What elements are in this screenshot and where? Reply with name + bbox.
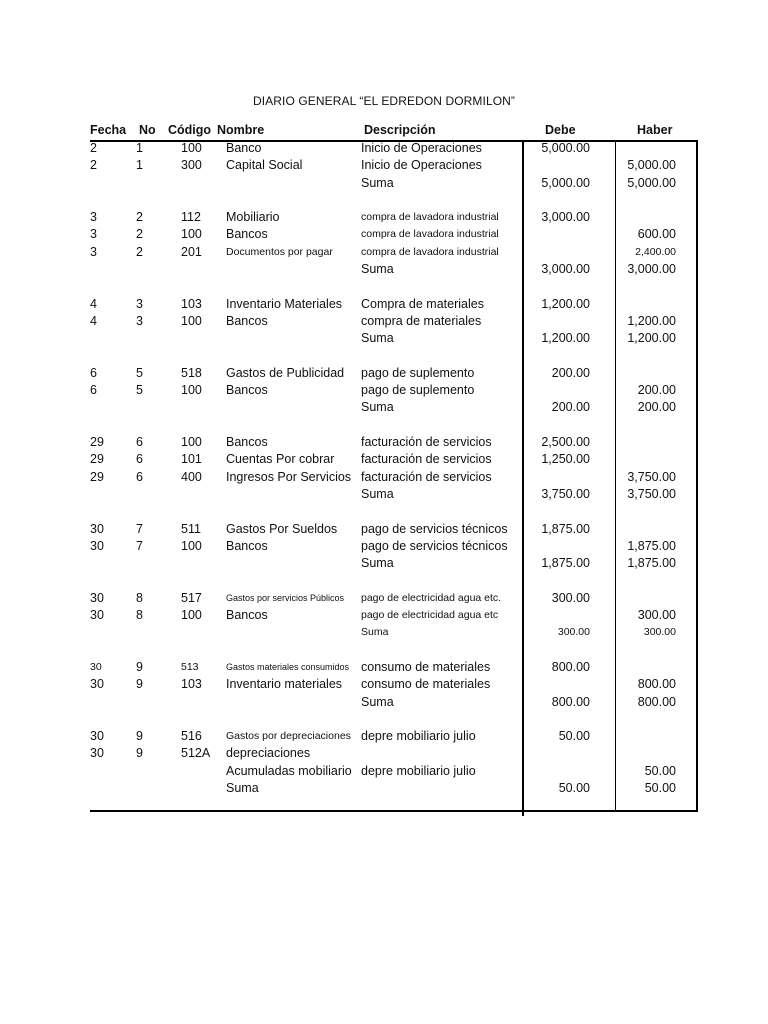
haber-cell: 600.00 bbox=[637, 227, 676, 242]
fecha-cell: 30 bbox=[90, 660, 102, 673]
no-cell: 7 bbox=[136, 538, 143, 553]
fecha-cell: 4 bbox=[90, 296, 97, 311]
codigo-cell: 300 bbox=[181, 158, 202, 173]
no-cell: 6 bbox=[136, 452, 143, 467]
descripcion-cell: compra de lavadora industrial bbox=[361, 211, 499, 224]
descripcion-cell: consumo de materiales bbox=[361, 677, 491, 692]
no-cell: 3 bbox=[136, 313, 143, 328]
journal-row bbox=[0, 226, 768, 243]
haber-cell: 1,200.00 bbox=[627, 331, 676, 346]
haber-cell: 800.00 bbox=[637, 694, 676, 709]
nombre-cell: Bancos bbox=[226, 313, 268, 328]
no-cell: 6 bbox=[136, 469, 143, 484]
journal-row bbox=[0, 521, 768, 538]
no-cell: 8 bbox=[136, 608, 143, 623]
nombre-cell: Gastos materiales consumidos bbox=[226, 661, 350, 672]
journal-row bbox=[0, 486, 768, 503]
fecha-cell: 2 bbox=[90, 141, 97, 155]
fecha-cell: 30 bbox=[90, 729, 104, 744]
descripcion-cell: facturación de servicios bbox=[361, 452, 492, 467]
journal-row bbox=[0, 763, 768, 780]
codigo-cell: 517 bbox=[181, 590, 202, 605]
descripcion-cell: Suma bbox=[361, 694, 394, 709]
haber-cell: 3,750.00 bbox=[627, 469, 676, 484]
journal-row bbox=[0, 209, 768, 226]
header-debe: Debe bbox=[545, 123, 576, 137]
haber-cell: 1,875.00 bbox=[627, 538, 676, 553]
nombre-cell: Banco bbox=[226, 141, 262, 155]
header-haber: Haber bbox=[637, 123, 673, 137]
debe-cell: 3,000.00 bbox=[541, 262, 590, 277]
journal-row bbox=[0, 728, 768, 745]
journal-row bbox=[0, 469, 768, 486]
codigo-cell: 100 bbox=[181, 227, 202, 242]
debe-cell: 1,200.00 bbox=[541, 296, 590, 311]
fecha-cell: 4 bbox=[90, 313, 97, 328]
no-cell: 1 bbox=[136, 158, 143, 173]
debe-cell: 3,750.00 bbox=[541, 486, 590, 501]
haber-cell: 800.00 bbox=[637, 677, 676, 692]
fecha-cell: 29 bbox=[90, 452, 104, 467]
descripcion-cell: Suma bbox=[361, 175, 394, 190]
journal-row bbox=[0, 780, 768, 797]
debe-cell: 5,000.00 bbox=[541, 141, 590, 155]
descripcion-cell: facturación de servicios bbox=[361, 469, 492, 484]
journal-row bbox=[0, 313, 768, 330]
header-no: No bbox=[139, 123, 156, 137]
codigo-cell: 516 bbox=[181, 729, 202, 744]
descripcion-cell: pago de servicios técnicos bbox=[361, 538, 508, 553]
descripcion-cell: depre mobiliario julio bbox=[361, 763, 476, 778]
descripcion-cell: Compra de materiales bbox=[361, 296, 484, 311]
no-cell: 1 bbox=[136, 141, 143, 155]
descripcion-cell: Suma bbox=[361, 331, 394, 346]
nombre-cell: Acumuladas mobiliario bbox=[226, 763, 352, 778]
haber-cell: 5,000.00 bbox=[627, 158, 676, 173]
nombre-cell: Suma bbox=[226, 780, 259, 795]
descripcion-cell: compra de materiales bbox=[361, 313, 482, 328]
fecha-cell: 30 bbox=[90, 521, 104, 536]
nombre-cell: Inventario materiales bbox=[226, 677, 343, 692]
codigo-cell: 100 bbox=[181, 608, 202, 623]
codigo-cell: 100 bbox=[181, 383, 202, 398]
nombre-cell: Gastos por servicios Públicos bbox=[226, 592, 345, 603]
journal-row bbox=[0, 244, 768, 261]
fecha-cell: 29 bbox=[90, 469, 104, 484]
journal-row bbox=[0, 330, 768, 347]
codigo-cell: 112 bbox=[181, 210, 201, 225]
nombre-cell: Documentos por pagar bbox=[226, 245, 333, 258]
haber-cell: 300.00 bbox=[637, 608, 676, 623]
no-cell: 5 bbox=[136, 365, 143, 380]
entry-spacer bbox=[0, 572, 768, 589]
codigo-cell: 100 bbox=[181, 538, 202, 553]
debe-cell: 800.00 bbox=[551, 694, 590, 709]
debe-cell: 200.00 bbox=[551, 365, 590, 380]
haber-cell: 5,000.00 bbox=[627, 175, 676, 190]
journal-row bbox=[0, 538, 768, 555]
fecha-cell: 30 bbox=[90, 608, 104, 623]
codigo-cell: 512A bbox=[181, 746, 211, 761]
journal-row bbox=[0, 296, 768, 313]
descripcion-cell: pago de electricidad agua etc bbox=[361, 609, 499, 622]
descripcion-cell: depre mobiliario julio bbox=[361, 729, 476, 744]
nombre-cell: Gastos de Publicidad bbox=[226, 365, 345, 380]
debe-cell: 50.00 bbox=[558, 729, 590, 744]
nombre-cell: Mobiliario bbox=[226, 210, 280, 225]
codigo-cell: 101 bbox=[181, 452, 202, 467]
journal-row bbox=[0, 157, 768, 174]
fecha-cell: 3 bbox=[90, 244, 97, 259]
nombre-cell: Inventario Materiales bbox=[226, 296, 343, 311]
descripcion-cell: Suma bbox=[361, 262, 394, 277]
journal-row bbox=[0, 261, 768, 278]
codigo-cell: 103 bbox=[181, 296, 202, 311]
journal-row bbox=[0, 382, 768, 399]
journal-row bbox=[0, 624, 768, 641]
bottom-rule bbox=[90, 810, 698, 812]
debe-cell: 2,500.00 bbox=[541, 435, 590, 450]
page-title: DIARIO GENERAL “EL EDREDON DORMILON” bbox=[252, 94, 516, 108]
entry-spacer bbox=[0, 192, 768, 209]
journal-row bbox=[0, 659, 768, 676]
codigo-cell: 511 bbox=[181, 521, 201, 536]
debe-cell: 1,200.00 bbox=[541, 331, 590, 346]
journal-row bbox=[0, 694, 768, 711]
entry-spacer bbox=[0, 503, 768, 520]
descripcion-cell: Suma bbox=[361, 556, 394, 571]
journal-row bbox=[0, 140, 768, 157]
no-cell: 9 bbox=[136, 659, 143, 674]
no-cell: 3 bbox=[136, 296, 143, 311]
no-cell: 9 bbox=[136, 677, 143, 692]
descripcion-cell: Inicio de Operaciones bbox=[361, 141, 482, 155]
codigo-cell: 103 bbox=[181, 677, 202, 692]
journal-row bbox=[0, 434, 768, 451]
fecha-cell: 30 bbox=[90, 746, 104, 761]
header-fecha: Fecha bbox=[90, 123, 127, 137]
entry-spacer bbox=[0, 417, 768, 434]
debe-cell: 300.00 bbox=[551, 590, 590, 605]
nombre-cell: Bancos bbox=[226, 227, 268, 242]
debe-cell: 3,000.00 bbox=[541, 210, 590, 225]
no-cell: 2 bbox=[136, 210, 143, 225]
nombre-cell: Gastos Por Sueldos bbox=[226, 521, 338, 536]
nombre-cell: Bancos bbox=[226, 538, 268, 553]
journal-row bbox=[0, 365, 768, 382]
haber-cell: 200.00 bbox=[637, 383, 676, 398]
descripcion-cell: compra de lavadora industrial bbox=[361, 228, 499, 241]
descripcion-cell: Inicio de Operaciones bbox=[361, 158, 482, 173]
entry-spacer bbox=[0, 348, 768, 365]
debe-cell: 50.00 bbox=[558, 780, 590, 795]
descripcion-cell: Suma bbox=[361, 626, 389, 639]
codigo-cell: 400 bbox=[181, 469, 202, 484]
no-cell: 7 bbox=[136, 521, 143, 536]
debe-cell: 1,875.00 bbox=[541, 556, 590, 571]
journal-row bbox=[0, 745, 768, 762]
haber-cell: 3,750.00 bbox=[627, 486, 676, 501]
codigo-cell: 100 bbox=[181, 435, 202, 450]
entry-spacer bbox=[0, 278, 768, 295]
journal-row bbox=[0, 676, 768, 693]
no-cell: 6 bbox=[136, 435, 143, 450]
debe-cell: 800.00 bbox=[551, 659, 590, 674]
nombre-cell: Capital Social bbox=[226, 158, 303, 173]
nombre-cell: Bancos bbox=[226, 383, 268, 398]
nombre-cell: Cuentas Por cobrar bbox=[226, 452, 335, 467]
descripcion-cell: consumo de materiales bbox=[361, 659, 491, 674]
haber-cell: 1,875.00 bbox=[627, 556, 676, 571]
journal-row bbox=[0, 555, 768, 572]
fecha-cell: 29 bbox=[90, 435, 104, 450]
entry-spacer bbox=[0, 711, 768, 728]
fecha-cell: 30 bbox=[90, 677, 104, 692]
descripcion-cell: facturación de servicios bbox=[361, 435, 492, 450]
descripcion-cell: Suma bbox=[361, 400, 394, 415]
fecha-cell: 2 bbox=[90, 158, 97, 173]
descripcion-cell: pago de servicios técnicos bbox=[361, 521, 508, 536]
nombre-cell: Ingresos Por Servicios bbox=[226, 469, 352, 484]
fecha-cell: 3 bbox=[90, 210, 97, 225]
journal-row bbox=[0, 175, 768, 192]
debe-cell: 1,875.00 bbox=[541, 521, 590, 536]
codigo-cell: 513 bbox=[181, 660, 199, 673]
fecha-cell: 30 bbox=[90, 590, 104, 605]
header-nombre: Nombre bbox=[217, 123, 265, 137]
codigo-cell: 201 bbox=[181, 244, 202, 259]
debe-cell: 5,000.00 bbox=[541, 175, 590, 190]
fecha-cell: 3 bbox=[90, 227, 97, 242]
descripcion-cell: Suma bbox=[361, 486, 394, 501]
descripcion-cell: pago de electricidad agua etc. bbox=[361, 591, 502, 604]
haber-cell: 2,400.00 bbox=[635, 245, 676, 258]
no-cell: 9 bbox=[136, 729, 143, 744]
haber-cell: 200.00 bbox=[637, 400, 676, 415]
haber-cell: 3,000.00 bbox=[627, 262, 676, 277]
haber-cell: 50.00 bbox=[644, 780, 676, 795]
no-cell: 9 bbox=[136, 746, 143, 761]
haber-cell: 300.00 bbox=[643, 626, 676, 639]
haber-cell: 50.00 bbox=[644, 763, 676, 778]
journal-row bbox=[0, 451, 768, 468]
descripcion-cell: compra de lavadora industrial bbox=[361, 245, 499, 258]
nombre-cell: Gastos por depreciaciones bbox=[226, 730, 351, 743]
codigo-cell: 100 bbox=[181, 313, 202, 328]
fecha-cell: 6 bbox=[90, 383, 97, 398]
codigo-cell: 518 bbox=[181, 365, 202, 380]
journal-row bbox=[0, 399, 768, 416]
journal-rows bbox=[0, 140, 768, 797]
haber-cell: 1,200.00 bbox=[627, 313, 676, 328]
debe-cell: 200.00 bbox=[551, 400, 590, 415]
no-cell: 2 bbox=[136, 244, 143, 259]
no-cell: 8 bbox=[136, 590, 143, 605]
debe-cell: 1,250.00 bbox=[541, 452, 590, 467]
nombre-cell: depreciaciones bbox=[226, 746, 311, 761]
nombre-cell: Bancos bbox=[226, 608, 268, 623]
entry-spacer bbox=[0, 642, 768, 659]
no-cell: 2 bbox=[136, 227, 143, 242]
nombre-cell: Bancos bbox=[226, 435, 268, 450]
descripcion-cell: pago de suplemento bbox=[361, 383, 475, 398]
debe-cell: 300.00 bbox=[557, 626, 590, 639]
fecha-cell: 30 bbox=[90, 538, 104, 553]
descripcion-cell: pago de suplemento bbox=[361, 365, 475, 380]
codigo-cell: 100 bbox=[181, 141, 202, 155]
header-descripcion: Descripción bbox=[364, 123, 436, 137]
no-cell: 5 bbox=[136, 383, 143, 398]
journal-row bbox=[0, 590, 768, 607]
journal-row bbox=[0, 607, 768, 624]
fecha-cell: 6 bbox=[90, 365, 97, 380]
header-codigo: Código bbox=[168, 123, 212, 137]
